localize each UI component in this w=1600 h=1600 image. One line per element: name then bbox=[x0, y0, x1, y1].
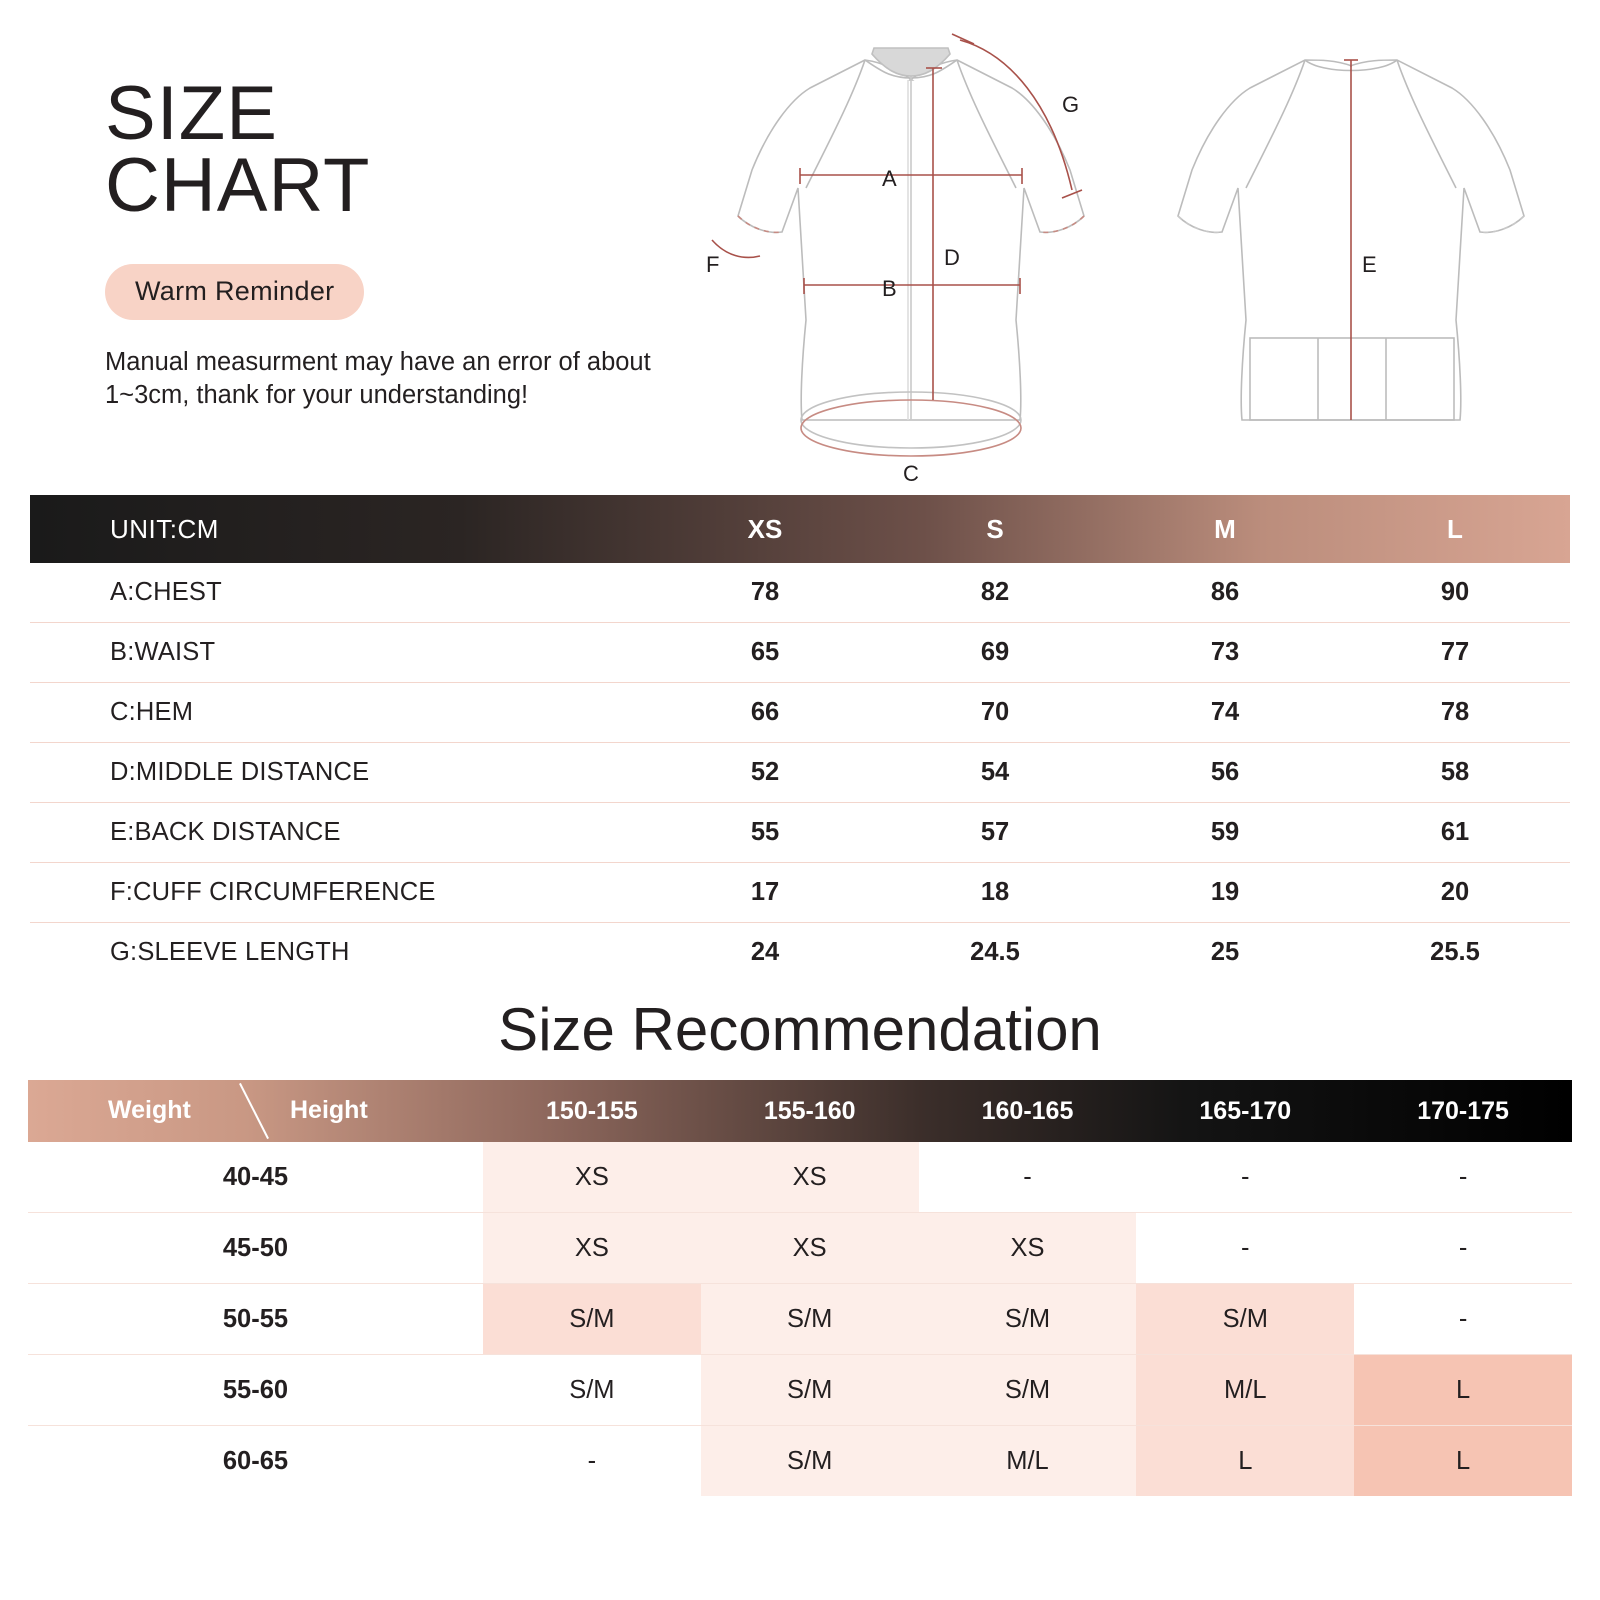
header-section bbox=[0, 0, 1600, 500]
cell-value: 70 bbox=[980, 698, 1010, 726]
warm-reminder-badge: Warm Reminder bbox=[105, 264, 364, 320]
height-column-header: 165-170 bbox=[1199, 1097, 1292, 1125]
column-header-xs: XS bbox=[747, 513, 783, 544]
cell-value: 82 bbox=[980, 578, 1010, 606]
cell-value: 25.5 bbox=[1430, 938, 1480, 966]
row-label: F:CUFF CIRCUMFERENCE bbox=[110, 878, 436, 906]
column-header-l: L bbox=[1447, 513, 1463, 544]
height-header: Height bbox=[290, 1096, 368, 1124]
page-title-line-2: CHART bbox=[105, 143, 371, 228]
weight-range: 55-60 bbox=[222, 1376, 289, 1404]
table-row bbox=[28, 1142, 1572, 1213]
cell-value: 55 bbox=[750, 818, 780, 846]
cell-value: 77 bbox=[1440, 638, 1470, 666]
cell-value: 74 bbox=[1210, 698, 1240, 726]
size-cell: S/M bbox=[919, 1355, 1137, 1425]
measurement-table bbox=[30, 495, 1570, 982]
cell-value: 18 bbox=[980, 878, 1010, 906]
table-row bbox=[28, 1213, 1572, 1284]
table-row bbox=[30, 563, 1570, 623]
cell-value: 65 bbox=[750, 638, 780, 666]
jersey-front-and-back-svg bbox=[690, 20, 1570, 490]
cell-value: 90 bbox=[1440, 578, 1470, 606]
cell-value: 25 bbox=[1210, 938, 1240, 966]
size-cell: XS bbox=[701, 1142, 919, 1212]
table-row bbox=[30, 743, 1570, 803]
corner-divider-line bbox=[239, 1083, 269, 1139]
recommendation-title: Size Recommendation bbox=[498, 996, 1102, 1063]
cell-value: 78 bbox=[750, 578, 780, 606]
size-cell: - bbox=[1241, 1234, 1250, 1262]
size-cell: - bbox=[587, 1447, 597, 1475]
table-row bbox=[30, 683, 1570, 743]
column-header-m: M bbox=[1214, 513, 1236, 544]
cell-value: 24 bbox=[750, 938, 780, 966]
cell-value: 78 bbox=[1440, 698, 1470, 726]
weight-range: 60-65 bbox=[222, 1447, 289, 1475]
cell-value: 19 bbox=[1210, 878, 1240, 906]
size-cell: L bbox=[1354, 1426, 1572, 1496]
weight-height-corner bbox=[28, 1080, 483, 1142]
cell-value: 58 bbox=[1440, 758, 1470, 786]
size-cell: - bbox=[1458, 1163, 1468, 1191]
cell-value: 69 bbox=[980, 638, 1010, 666]
figure-label-G: G bbox=[1062, 92, 1080, 117]
measurement-table-header bbox=[30, 495, 1570, 563]
reminder-text: Manual measurment may have an error of about 1~3cm, thank for your understanding! bbox=[105, 348, 651, 409]
cell-value: 56 bbox=[1210, 758, 1240, 786]
height-column-header: 155-160 bbox=[763, 1097, 856, 1125]
size-cell: S/M bbox=[701, 1426, 919, 1496]
cell-value: 61 bbox=[1440, 818, 1470, 846]
row-label: D:MIDDLE DISTANCE bbox=[110, 758, 370, 786]
cell-value: 24.5 bbox=[970, 938, 1020, 966]
table-row bbox=[30, 803, 1570, 863]
figure-label-B: B bbox=[882, 276, 897, 301]
jersey-illustrations bbox=[690, 20, 1570, 490]
table-row bbox=[30, 623, 1570, 683]
weight-header: Weight bbox=[108, 1096, 191, 1124]
size-cell: - bbox=[1023, 1163, 1032, 1191]
table-row bbox=[30, 923, 1570, 982]
cell-value: 57 bbox=[980, 818, 1010, 846]
cell-value: 86 bbox=[1210, 578, 1240, 606]
table-row bbox=[28, 1426, 1572, 1496]
column-header-s: S bbox=[986, 513, 1004, 544]
figure-label-F: F bbox=[706, 252, 720, 277]
size-cell: S/M bbox=[569, 1376, 615, 1404]
size-cell: XS bbox=[701, 1213, 919, 1283]
cell-value: 17 bbox=[750, 878, 780, 906]
size-cell: - bbox=[1241, 1163, 1250, 1191]
figure-label-C: C bbox=[903, 461, 919, 486]
cell-value: 73 bbox=[1210, 638, 1240, 666]
figure-label-D: D bbox=[944, 245, 960, 270]
size-cell: XS bbox=[919, 1213, 1137, 1283]
table-row bbox=[28, 1284, 1572, 1355]
table-row bbox=[30, 863, 1570, 923]
size-cell: - bbox=[1458, 1305, 1468, 1333]
size-cell: L bbox=[1136, 1426, 1354, 1496]
size-cell: XS bbox=[483, 1213, 701, 1283]
height-column-header: 150-155 bbox=[546, 1097, 638, 1125]
row-label: E:BACK DISTANCE bbox=[110, 818, 341, 846]
cell-value: 54 bbox=[980, 758, 1010, 786]
height-column-header: 160-165 bbox=[981, 1097, 1074, 1125]
size-cell: S/M bbox=[701, 1355, 919, 1425]
row-label: G:SLEEVE LENGTH bbox=[110, 938, 350, 966]
title-block bbox=[105, 71, 665, 412]
size-cell: M/L bbox=[919, 1426, 1137, 1496]
size-cell: S/M bbox=[483, 1284, 701, 1354]
weight-range: 40-45 bbox=[222, 1163, 289, 1191]
size-cell: S/M bbox=[919, 1284, 1137, 1354]
weight-range: 45-50 bbox=[222, 1234, 289, 1262]
size-cell: S/M bbox=[701, 1284, 919, 1354]
size-cell: XS bbox=[483, 1142, 701, 1212]
cell-value: 66 bbox=[750, 698, 780, 726]
cell-value: 52 bbox=[750, 758, 780, 786]
size-cell: - bbox=[1458, 1234, 1468, 1262]
recommendation-table-header bbox=[28, 1080, 1572, 1142]
recommendation-table bbox=[28, 1080, 1572, 1496]
unit-label: UNIT:CM bbox=[110, 513, 219, 544]
size-cell: L bbox=[1354, 1355, 1572, 1425]
size-cell: S/M bbox=[1136, 1284, 1354, 1354]
figure-label-E: E bbox=[1362, 252, 1377, 277]
weight-range: 50-55 bbox=[222, 1305, 289, 1333]
row-label: B:WAIST bbox=[110, 638, 216, 666]
row-label: A:CHEST bbox=[110, 578, 222, 606]
page-title-line-1: SIZE bbox=[105, 71, 278, 156]
cell-value: 20 bbox=[1440, 878, 1470, 906]
table-row bbox=[28, 1355, 1572, 1426]
row-label: C:HEM bbox=[110, 698, 194, 726]
figure-label-A: A bbox=[882, 166, 897, 191]
size-cell: M/L bbox=[1136, 1355, 1354, 1425]
cell-value: 59 bbox=[1210, 818, 1240, 846]
height-column-header: 170-175 bbox=[1417, 1097, 1509, 1125]
